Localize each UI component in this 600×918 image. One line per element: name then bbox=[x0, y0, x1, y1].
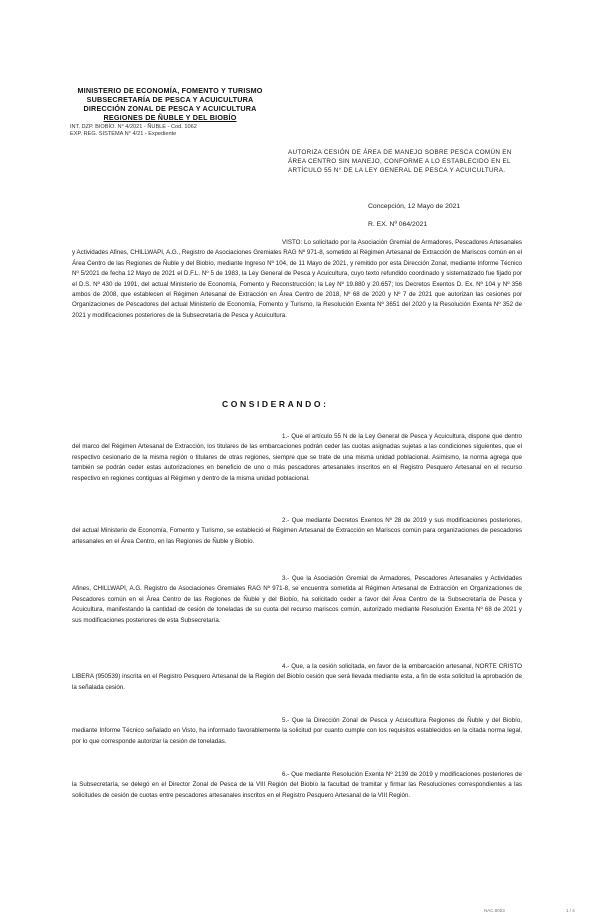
zonal-direction-line: DIRECCIÓN ZONAL DE PESCA Y ACUICULTURA bbox=[83, 104, 257, 113]
point-1-text: 1.- Que el artículo 55 N de la Ley General de Pesca y Acuicultura, dispone que dentro del marco del Régimen Artesanal de Extracción, los titulares de las embarcaciones podrán ceder las cuotas asignadas sujetas a las condiciones siguientes, que el respectivo cesionario de la misma región o titulares de otras regiones, siempre que se trate de una misma unidad poblacional. Asimismo, la norma agrega que también se podrán ceder estas autorizaciones en beneficio de uno o más pescadores artesanales inscritos en el Registro Pesquero Artesanal en el recurso respectivo en regiones contiguas al Régimen y dentro de la misma unidad poblacional. bbox=[72, 433, 522, 482]
considerando-title: CONSIDERANDO: bbox=[222, 399, 329, 409]
point-3-text: 3.- Que la Asociación Gremial de Armadores, Pescadores Artesanales y Actividades Afines, CHILLWAPI, A.G. Registro de Asociaciones Gremiales RAG Nº 971-8, se encuentra sometida al Régimen Artesanal de Extracción en Organizaciones de Pescadores común en el Área Centro de las Regiones de Ñuble y del Biobío, ha solicitado ceder a favor del Área Centro de la Subsecretaría de Pesca y Acuicultura, manifestando la cantidad de cesión de toneladas de su cuota del recurso mariscos común, autorizado mediante Resolución Exenta Nº 68 de 2021 y sus modificaciones posteriores de esta Subsecretaría. bbox=[72, 575, 522, 624]
ministry-line: MINISTERIO DE ECONOMÍA, FOMENTO Y TURISMO bbox=[77, 86, 263, 95]
footer-code: NAC.8003 bbox=[484, 908, 505, 913]
point-5-text: 5.- Que la Dirección Zonal de Pesca y Acuicultura Regiones de Ñuble y del Biobío, mediante Informe Técnico señalado en Visto, ha informado favorablemente la solicitud por cuanto cumple con los requisitos establecidos en la citada norma legal, por lo que corresponde autorizar la cesión de toneladas. bbox=[72, 717, 522, 745]
point-3 bbox=[72, 574, 522, 626]
reference-line-1: INT. DZP. BIOBÍO. N° 4/2021 - ÑUBLE - Cod. 1062 bbox=[70, 124, 197, 130]
visto-text: VISTO: Lo solicitado por la Asociación Gremial de Armadores, Pescadores Artesanales y Actividades Afines, CHILLWAPI, A.G., Registro de Asociaciones Gremiales RAG Nº 971-8, sometido al Régimen Artesanal de Extracción de Mariscos común en el Área Centro de las Regiones de Ñuble y del Biobío, mediante Ingreso Nº 104, de 11 Mayo de 2021, y remitido por esta Dirección Zonal, mediante Informe Técnico Nº 5/2021 de fecha 12 Mayo de 2021 el D.F.L. Nº 5 de 1983, la Ley General de Pesca y Acuicultura, cuyo texto refundido coordinado y sistematizado fue fijado por el D.S. Nº 430 de 1991, del actual Ministerio de Economía, Fomento y Reconstrucción; la Ley Nº 19.880 y 20.657; los Decretos Exentos D. Ex. Nº 104 y Nº 356 ambos de 2008, que establecen el Régimen Artesanal de Extracción en Área Centro de 2018, Nº 68 de 2020 y Nº 7 de 2021 que autorizan las cesiones por Organizaciones de Pescadores del actual Ministerio de Economía, Fomento y Turismo, la Resolución Exenta Nº 3651 del 2020 y la Resolución Exenta Nº 352 de 2021 y modificaciones posteriores de la Subsecretaría de Pesca y Acuicultura. bbox=[72, 239, 522, 319]
point-5 bbox=[72, 716, 522, 747]
reference-line-2: EXP. REG. SISTEMA N° 4/21 - Expediente bbox=[70, 131, 177, 137]
point-2 bbox=[72, 516, 522, 547]
resolution-number: R. EX. Nº 064/2021 bbox=[368, 221, 428, 228]
point-4 bbox=[72, 662, 522, 693]
point-1 bbox=[72, 432, 522, 484]
point-4-text: 4.- Que, a la cesión solicitada, en favor de la embarcación artesanal, NORTE CRISTO LIBERA (950539) inscrita en el Registro Pesquero Artesanal de la Región del Biobío cesión que será llevada mediante esta, a fin de esta solicitud la aprobación de la señalada cesión. bbox=[72, 663, 522, 691]
page-number: 1 / 4 bbox=[566, 908, 575, 913]
reference-codes bbox=[70, 124, 290, 138]
point-6-text: 6.- Que mediante Resolución Exenta Nº 2139 de 2019 y modificaciones posteriores de la Subsecretaría, se delegó en el Director Zonal de Pesca de la VIII Región del Biobío la facultad de tramitar y firmar las Resoluciones correspondientes a las solicitudes de cesión de cuotas entre pescadores artesanales inscritos en el Registro Pesquero Artesanal de la VIII Región. bbox=[72, 771, 522, 799]
resolution-subject: AUTORIZA CESIÓN DE ÁREA DE MANEJO SOBRE PESCA COMÚN EN ÁREA CENTRO SIN MANEJO, CONFORME A LO ESTABLECIDO EN EL ARTÍCULO 55 N° DE LA LEY GENERAL DE PESCA Y ACUICULTURA. bbox=[288, 149, 512, 174]
point-6 bbox=[72, 770, 522, 801]
undersecretary-line: SUBSECRETARÍA DE PESCA Y ACUICULTURA bbox=[86, 95, 254, 104]
regions-line: REGIONES DE ÑUBLE Y DEL BIOBÍO bbox=[103, 113, 237, 122]
place-date: Concepción, 12 Mayo de 2021 bbox=[368, 203, 461, 210]
point-2-text: 2.- Que mediante Decretos Exentos Nº 28 de 2019 y sus modificaciones posteriores, del actual Ministerio de Economía, Fomento y Turismo, se estableció el Régimen Artesanal de Extracción en Mariscos común para organizaciones de pescadores artesanales en el Área Centro, en las Regiones de Ñuble y Biobío. bbox=[72, 517, 522, 545]
visto-paragraph bbox=[72, 238, 522, 321]
institution-header bbox=[70, 86, 270, 122]
